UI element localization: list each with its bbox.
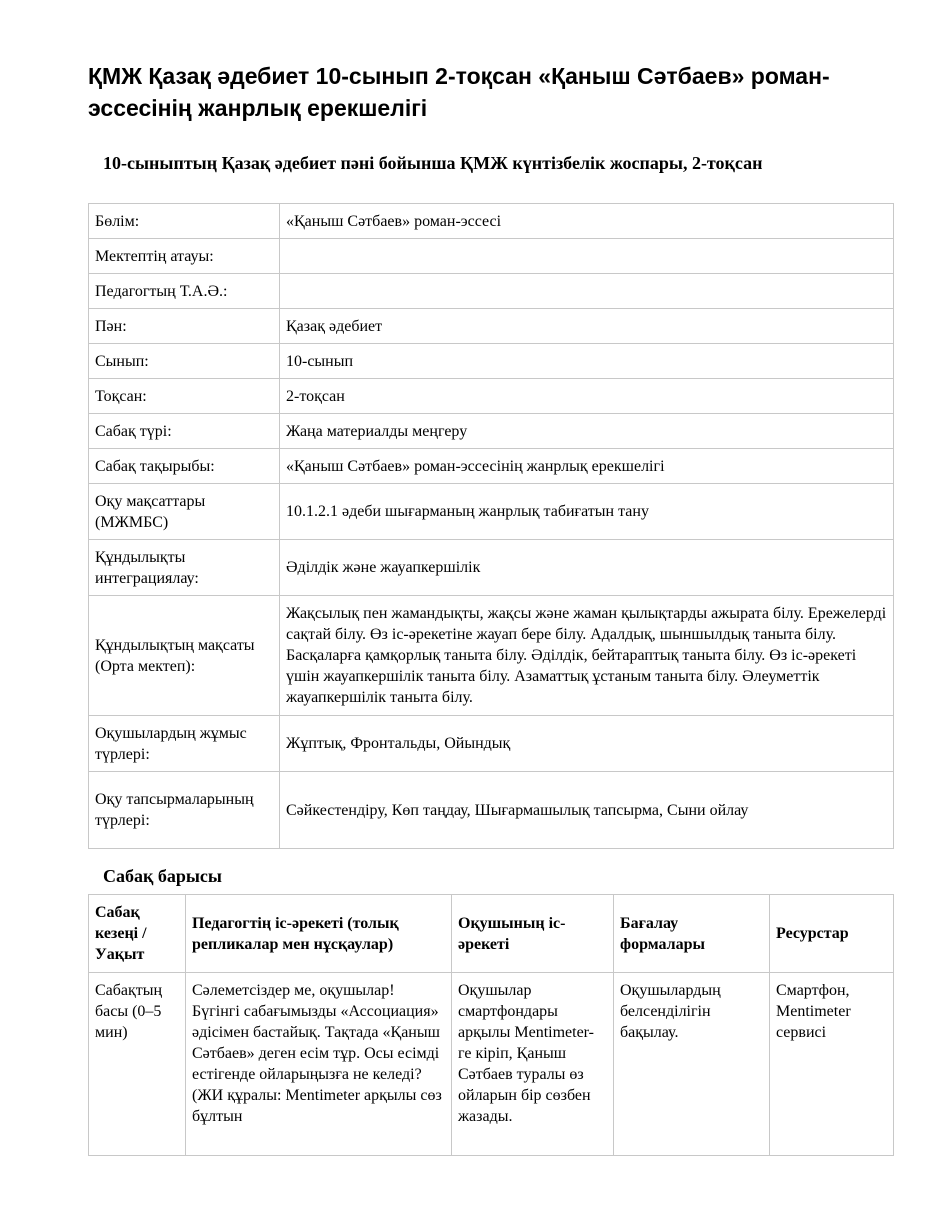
info-value: «Қаныш Сәтбаев» роман-эссесі [280,204,894,239]
info-label: Пән: [89,309,280,344]
info-label: Құндылықты интеграциялау: [89,540,280,596]
document-title: ҚМЖ Қазақ әдебиет 10-сынып 2-тоқсан «Қаныш Сәтбаев» роман-эссесінің жанрлық ерекшелігі [88,63,830,121]
column-header-student-activity: Оқушының іс-әрекеті [452,895,614,973]
info-value: Әділдік және жауапкершілік [280,540,894,596]
table-row [89,309,894,344]
table-row [89,772,894,849]
table-row [89,414,894,449]
table-header-row [89,895,894,973]
teacher-activity-cell: Сәлеметсіздер ме, оқушылар! Бүгінгі сабағымызды «Ассоциация» әдісімен бастайық. Тақтада «Қаныш Сәтбаев» деген есім тұр. Осы есімді естігенде ойларыңызға не келеді? (ЖИ құралы: Mentimeter арқылы сөз бұлтын [186,973,452,1156]
info-value: 10.1.2.1 әдеби шығарманың жанрлық табиғатын тану [280,484,894,540]
info-label: Оқу тапсырмаларының түрлері: [89,772,280,849]
info-value: Жұптық, Фронтальды, Ойындық [280,716,894,772]
table-row [89,540,894,596]
table-row [89,484,894,540]
lesson-flow-table [88,894,894,1156]
info-value: 10-сынып [280,344,894,379]
info-value: Жаңа материалды меңгеру [280,414,894,449]
assessment-cell: Оқушылардың белсенділігін бақылау. [614,973,770,1156]
student-activity-cell: Оқушылар смартфондары арқылы Mentimeter-ге кіріп, Қаныш Сәтбаев туралы өз ойларын бір сөзбен жазады. [452,973,614,1156]
info-label: Бөлім: [89,204,280,239]
info-label: Сабақ тақырыбы: [89,449,280,484]
table-row [89,973,894,1156]
column-header-stage: Сабақ кезеңі / Уақыт [89,895,186,973]
table-row [89,449,894,484]
column-header-resources: Ресурстар [770,895,894,973]
table-row [89,204,894,239]
lesson-flow-heading: Сабақ барысы [103,866,222,886]
info-value: 2-тоқсан [280,379,894,414]
info-value [280,274,894,309]
info-label: Сабақ түрі: [89,414,280,449]
info-value [280,239,894,274]
plan-heading: 10-сыныптың Қазақ әдебиет пәні бойынша ҚМЖ күнтізбелік жоспары, 2-тоқсан [103,153,763,173]
table-row [89,596,894,716]
info-value: Жақсылық пен жамандықты, жақсы және жаман қылықтарды ажырата білу. Ережелерді сақтай білу. Өз іс-әрекетіне жауап бере білу. Адалдық, шыншылдық таныта білу. Басқаларға қамқорлық таныта білу. Әділдік, бейтараптық таныта білу. Өз іс-әрекеті үшін жауапкершілік таныта білу. Азаматтық ұстаным таныта білу. Әлеуметтік жауапкершілік таныта білу. [280,596,894,716]
info-value: Сәйкестендіру, Көп таңдау, Шығармашылық тапсырма, Сыни ойлау [280,772,894,849]
column-header-assessment: Бағалау формалары [614,895,770,973]
info-label: Оқушылардың жұмыс түрлері: [89,716,280,772]
table-row [89,344,894,379]
info-label: Құндылықтың мақсаты (Орта мектеп): [89,596,280,716]
table-row [89,716,894,772]
info-value: «Қаныш Сәтбаев» роман-эссесінің жанрлық ерекшелігі [280,449,894,484]
info-label: Тоқсан: [89,379,280,414]
stage-cell: Сабақтың басы (0–5 мин) [89,973,186,1156]
info-value: Қазақ әдебиет [280,309,894,344]
column-header-teacher-activity: Педагогтің іс-әрекеті (толық репликалар мен нұсқаулар) [186,895,452,973]
info-label: Сынып: [89,344,280,379]
table-row [89,379,894,414]
info-label: Оқу мақсаттары (МЖМБС) [89,484,280,540]
info-label: Педагогтың Т.А.Ә.: [89,274,280,309]
info-label: Мектептің атауы: [89,239,280,274]
lesson-info-table [88,203,894,849]
table-row [89,274,894,309]
resources-cell: Смартфон, Mentimeter сервисі [770,973,894,1156]
table-row [89,239,894,274]
